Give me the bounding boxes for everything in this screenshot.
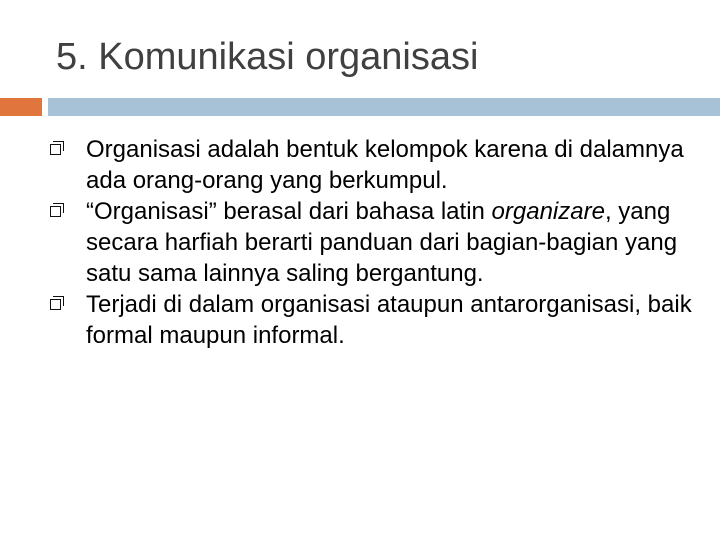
bullet-item	[50, 134, 700, 196]
title-rule-bar	[48, 98, 720, 116]
bullet-text-part: “Organisasi” berasal dari bahasa latin	[86, 198, 492, 225]
bullet-text-part: , yang secara harfiah berarti panduan dari bagian-bagian yang satu sama lainnya saling bergantung.	[86, 198, 678, 287]
title-accent-bar	[0, 98, 42, 116]
square-bullet-icon	[50, 144, 61, 155]
bullet-text: Terjadi di dalam organisasi ataupun antarorganisasi, baik formal maupun informal.	[86, 291, 692, 349]
bullet-item	[50, 289, 700, 351]
square-bullet-icon	[50, 206, 61, 217]
square-bullet-icon	[50, 299, 61, 310]
italic-term: organizare	[491, 198, 605, 225]
bullet-text	[86, 198, 677, 287]
bullet-item	[50, 196, 700, 289]
slide-title: 5. Komunikasi organisasi	[56, 36, 479, 78]
bullet-list	[50, 134, 700, 351]
bullet-text: Organisasi adalah bentuk kelompok karena di dalamnya ada orang-orang yang berkumpul.	[86, 136, 684, 194]
